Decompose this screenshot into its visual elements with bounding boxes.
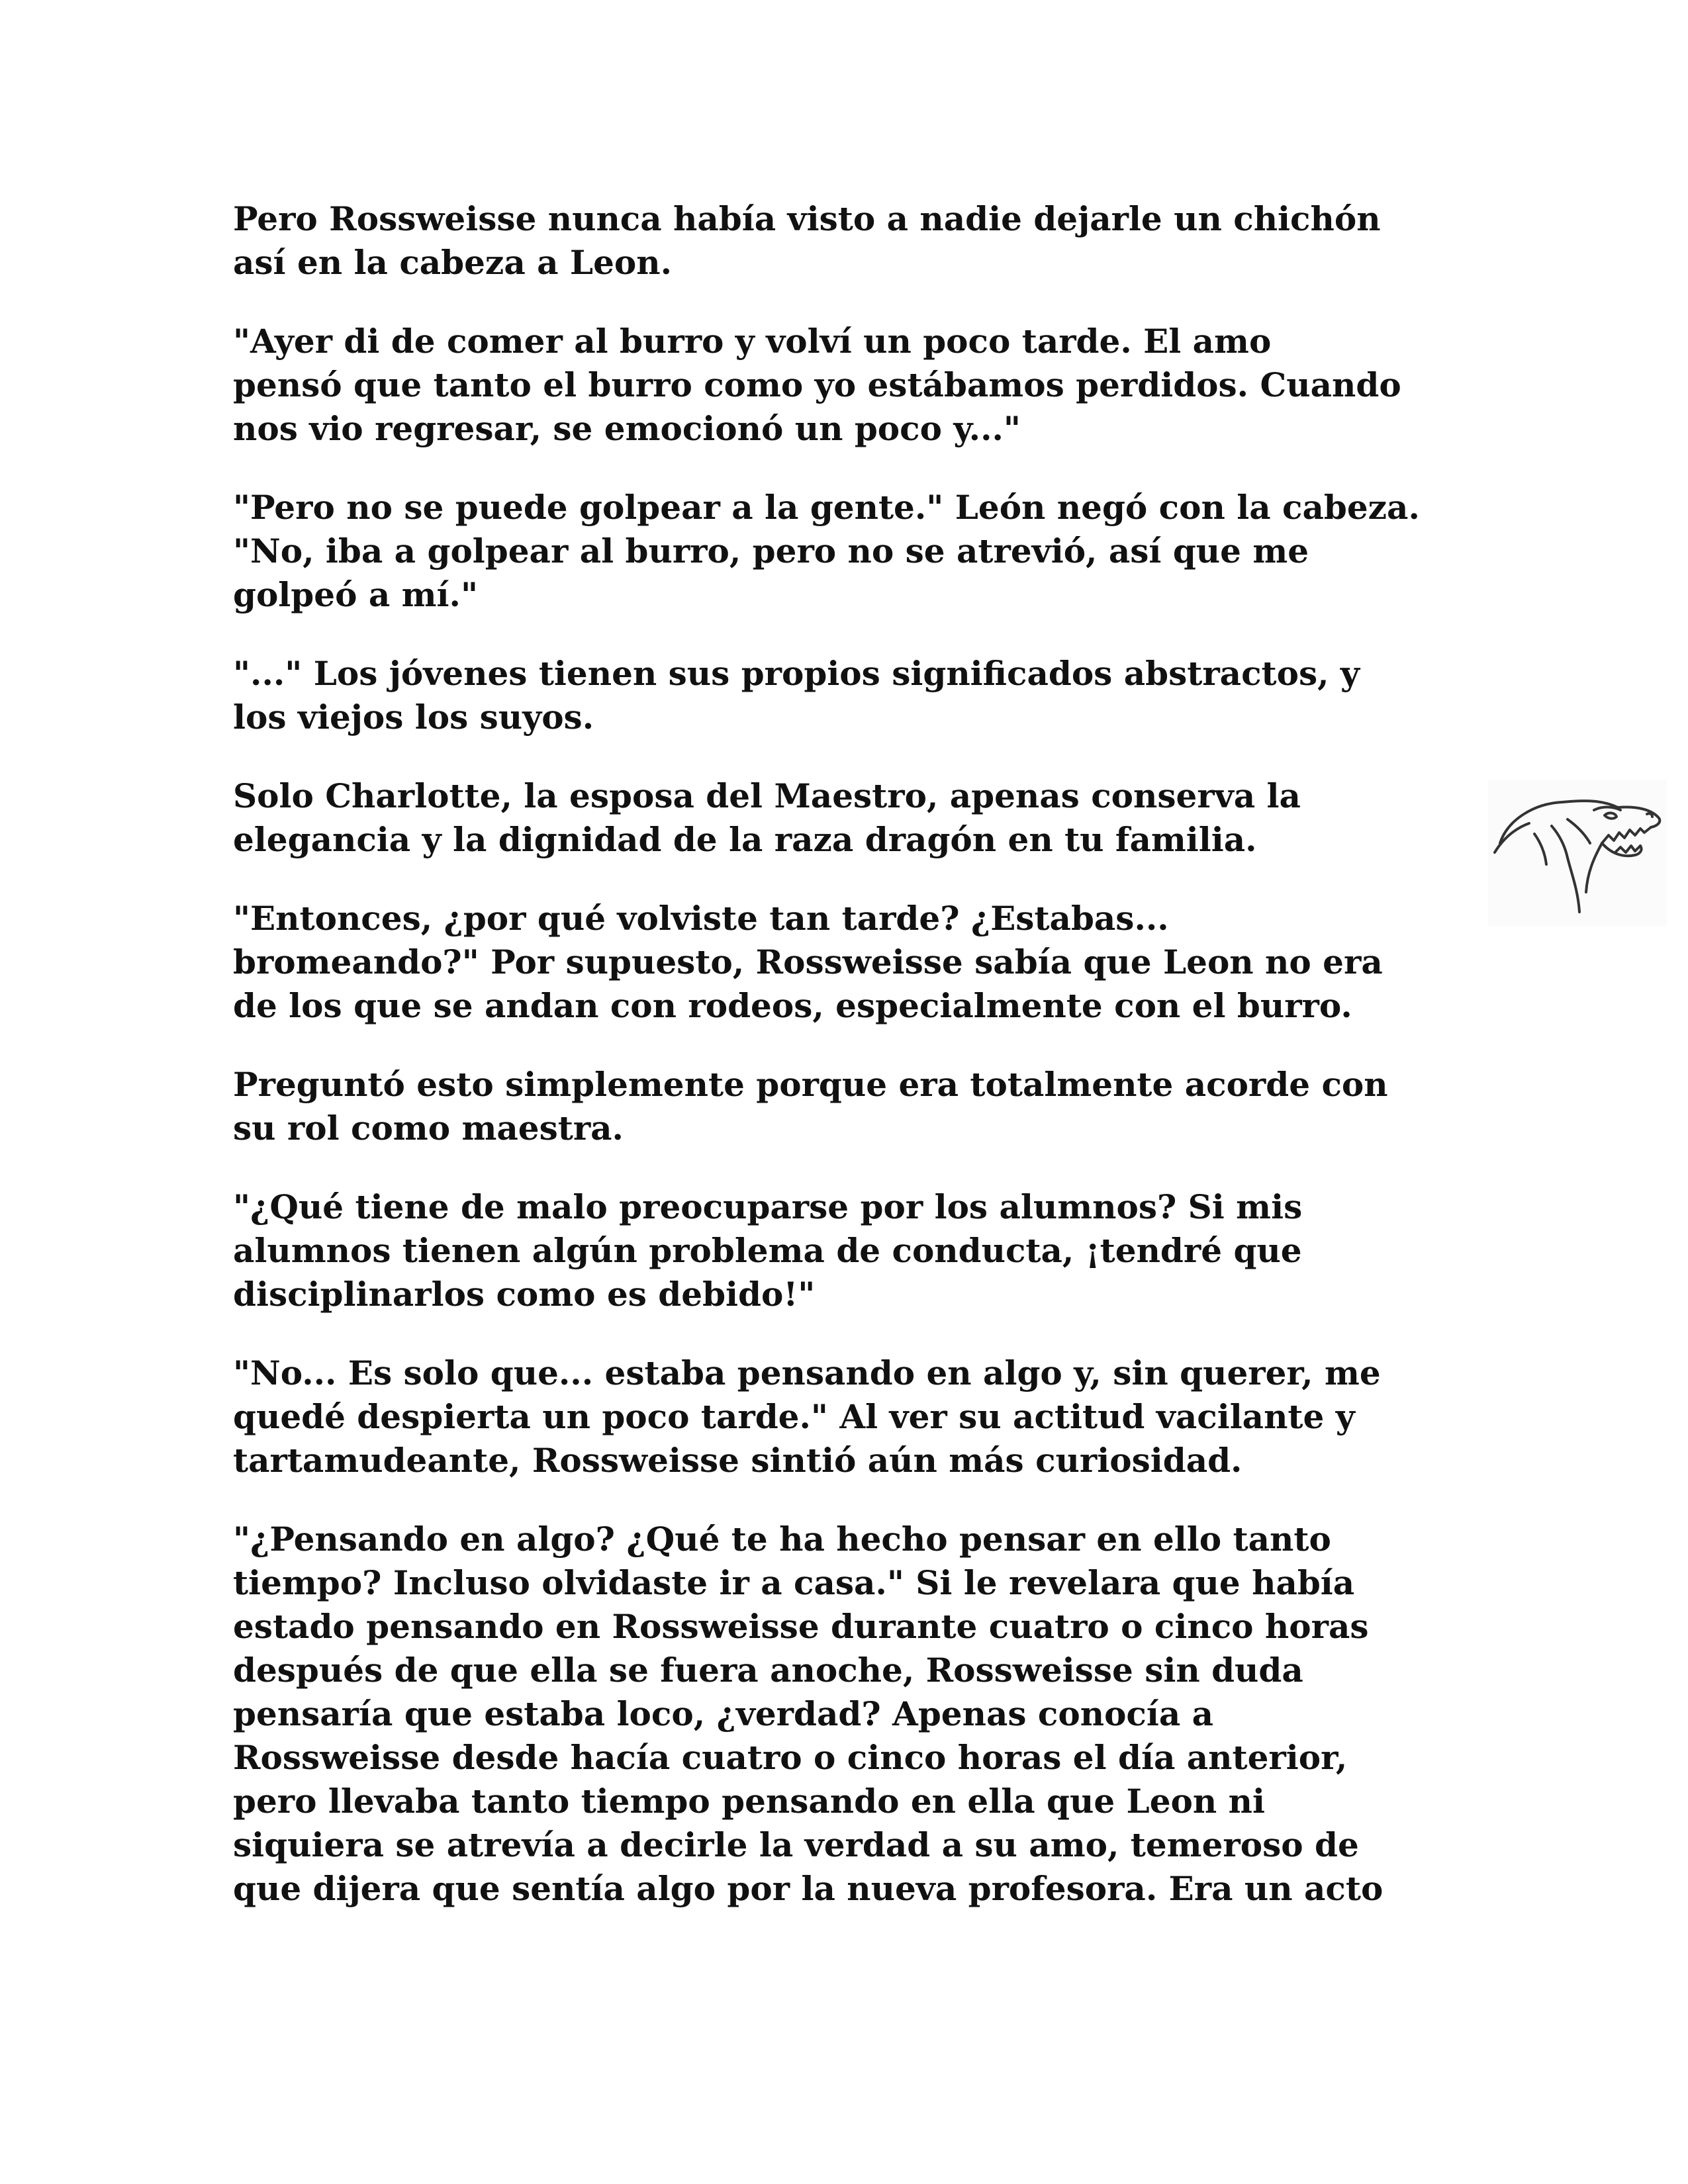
paragraph-10: "¿Pensando en algo? ¿Qué te ha hecho pensar en ello tanto tiempo? Incluso olvidaste ir a casa." Si le revelara que había estado pensando en Rossweisse durante cuatro o cinco horas después de que ella se fuera anoche, Rossweisse sin duda pensaría que estaba loco, ¿verdad? Apenas conocía a Rossweisse desde hacía cuatro o cinco horas el día anterior, pero llevaba tanto tiempo pensando en ella que Leon ni siquiera se atrevía a decirle la verdad a su amo, temeroso de que dijera que sentía algo por la nueva profesora. Era un acto [233,1520,1383,1908]
paragraph-7: Preguntó esto simplemente porque era totalmente acorde con su rol como maestra. [233,1065,1388,1148]
dinosaur-head-sketch-icon [1488,780,1667,927]
paragraph-1: Pero Rossweisse nunca había visto a nadie dejarle un chichón así en la cabeza a Leon. [233,199,1381,282]
paragraph-3: "Pero no se puede golpear a la gente." León negó con la cabeza. "No, iba a golpear al burro, pero no se atrevió, así que me golpeó a mí." [233,488,1420,614]
paragraph-9: "No... Es solo que... estaba pensando en algo y, sin querer, me quedé despierta un poco tarde." Al ver su actitud vacilante y tartamudeante, Rossweisse sintió aún más curiosidad. [233,1353,1381,1480]
paragraph-5: Solo Charlotte, la esposa del Maestro, apenas conserva la elegancia y la dignidad de la raza dragón en tu familia. [233,776,1301,859]
paragraph-2: "Ayer di de comer al burro y volví un poco tarde. El amo pensó que tanto el burro como yo estábamos perdidos. Cuando nos vio regresar, se emocionó un poco y..." [233,322,1401,448]
body-text [233,197,1464,1946]
paragraph-6: "Entonces, ¿por qué volviste tan tarde? ¿Estabas... bromeando?" Por supuesto, Rossweisse sabía que Leon no era de los que se andan con rodeos, especialmente con el burro. [233,899,1383,1025]
paragraph-4: "..." Los jóvenes tienen sus propios significados abstractos, y los viejos los suyos. [233,654,1360,737]
paragraph-8: "¿Qué tiene de malo preocuparse por los alumnos? Si mis alumnos tienen algún problema de conducta, ¡tendré que disciplinarlos como es debido!" [233,1187,1303,1314]
